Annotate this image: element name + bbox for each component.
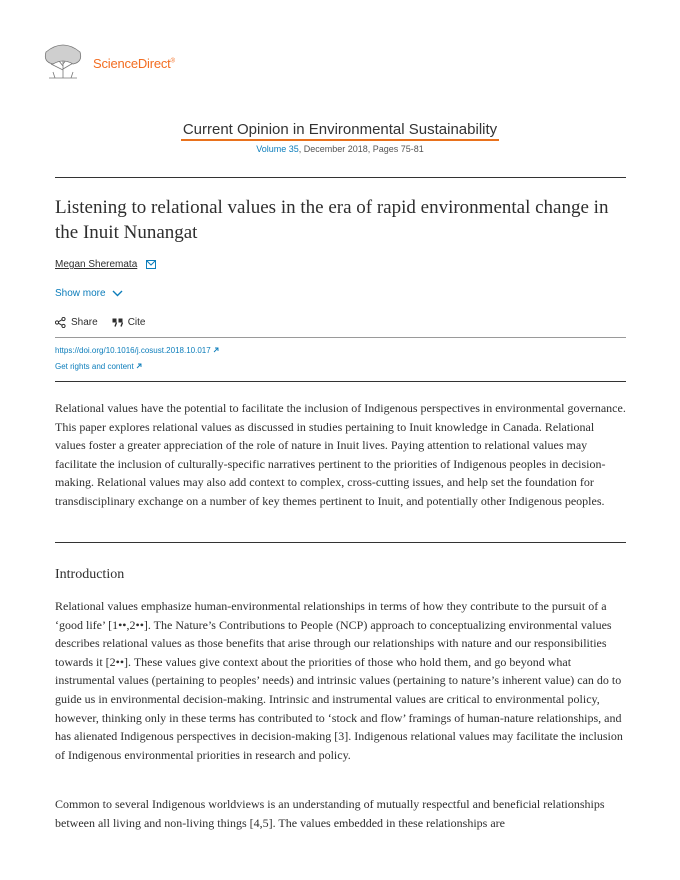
divider — [55, 381, 626, 382]
doi-link[interactable]: https://doi.org/10.1016/j.cosust.2018.10.017 — [55, 346, 219, 355]
site-header — [43, 42, 243, 82]
journal-issue-info: Volume 35, December 2018, Pages 75-81 — [256, 144, 424, 154]
intro-paragraph-2: Common to several Indigenous worldviews is an understanding of mutually respectful and beneficial relationships between all living and non-living things [4,5]. The values embedded in these relationships are — [55, 797, 605, 830]
external-link-icon — [136, 363, 142, 369]
section-heading: Introduction — [55, 567, 125, 582]
intro-paragraph-1: Relational values emphasize human-environmental relationships in terms of how they contribute to the pursuit of a ‘good life’ [1••,2••]. The Nature’s Contributions to People (NCP) approach to conceptualizing environmental values describes relational values as those benefits that arise through our relationships with nature and our responsibilities towards it [2••]. These values give context about the priorities of those who hold them, and go beyond what instrumental values (pertaining to peoples’ needs) and intrinsic values (pertaining to nature’s inherent value) can do to guide us in environmental decision-making. Intrinsic and instrumental values are critical to environmental policy, however, thinking only in these terms has contributed to ‘stock and flow’ framings of human-nature relationships, and has alienated Indigenous perspectives in decision-making [3]. Indigenous relational values may facilitate the inclusion of Indigenous environmental priorities in research and policy. — [55, 599, 623, 762]
divider — [55, 337, 626, 338]
show-more-button[interactable]: Show more — [55, 288, 123, 299]
divider — [55, 177, 626, 178]
cite-button[interactable]: Cite — [112, 317, 146, 328]
share-button[interactable]: Share — [55, 317, 98, 328]
mail-icon[interactable] — [146, 260, 156, 269]
chevron-down-icon — [112, 290, 123, 297]
elsevier-tree-logo[interactable] — [43, 42, 83, 80]
quote-icon — [112, 318, 123, 327]
journal-title[interactable]: Current Opinion in Environmental Sustainability — [0, 121, 680, 138]
divider — [55, 542, 626, 543]
article-actions — [55, 317, 145, 328]
share-icon — [55, 317, 66, 328]
article-title: Listening to relational values in the era of rapid environmental change in the Inuit Nunangat — [55, 197, 609, 243]
abstract-text: Relational values have the potential to facilitate the inclusion of Indigenous perspectives in environmental governance. This paper explores relational values as discussed in studies pertaining to Inuit knowledge in Canada. Relational values foster a greater appreciation of the role of nature in Inuit lives. Paying attention to relational values may facilitate the inclusion of culturally-specific narratives pertinent to the priorities of Indigenous peoples in decision-making. Relational values may also add context to complex, cross-cutting issues, and help set the foundation for transdisciplinary exchange on a number of key themes pertinent to Inuit, and potentially other Indigenous peoples. — [55, 401, 626, 508]
external-link-icon — [213, 347, 219, 353]
sciencedirect-logo[interactable]: ScienceDirect® — [93, 56, 175, 71]
rights-link[interactable]: Get rights and content — [55, 362, 142, 371]
author-link[interactable]: Megan Sheremata — [55, 259, 138, 270]
volume-link[interactable]: Volume 35 — [256, 144, 299, 154]
